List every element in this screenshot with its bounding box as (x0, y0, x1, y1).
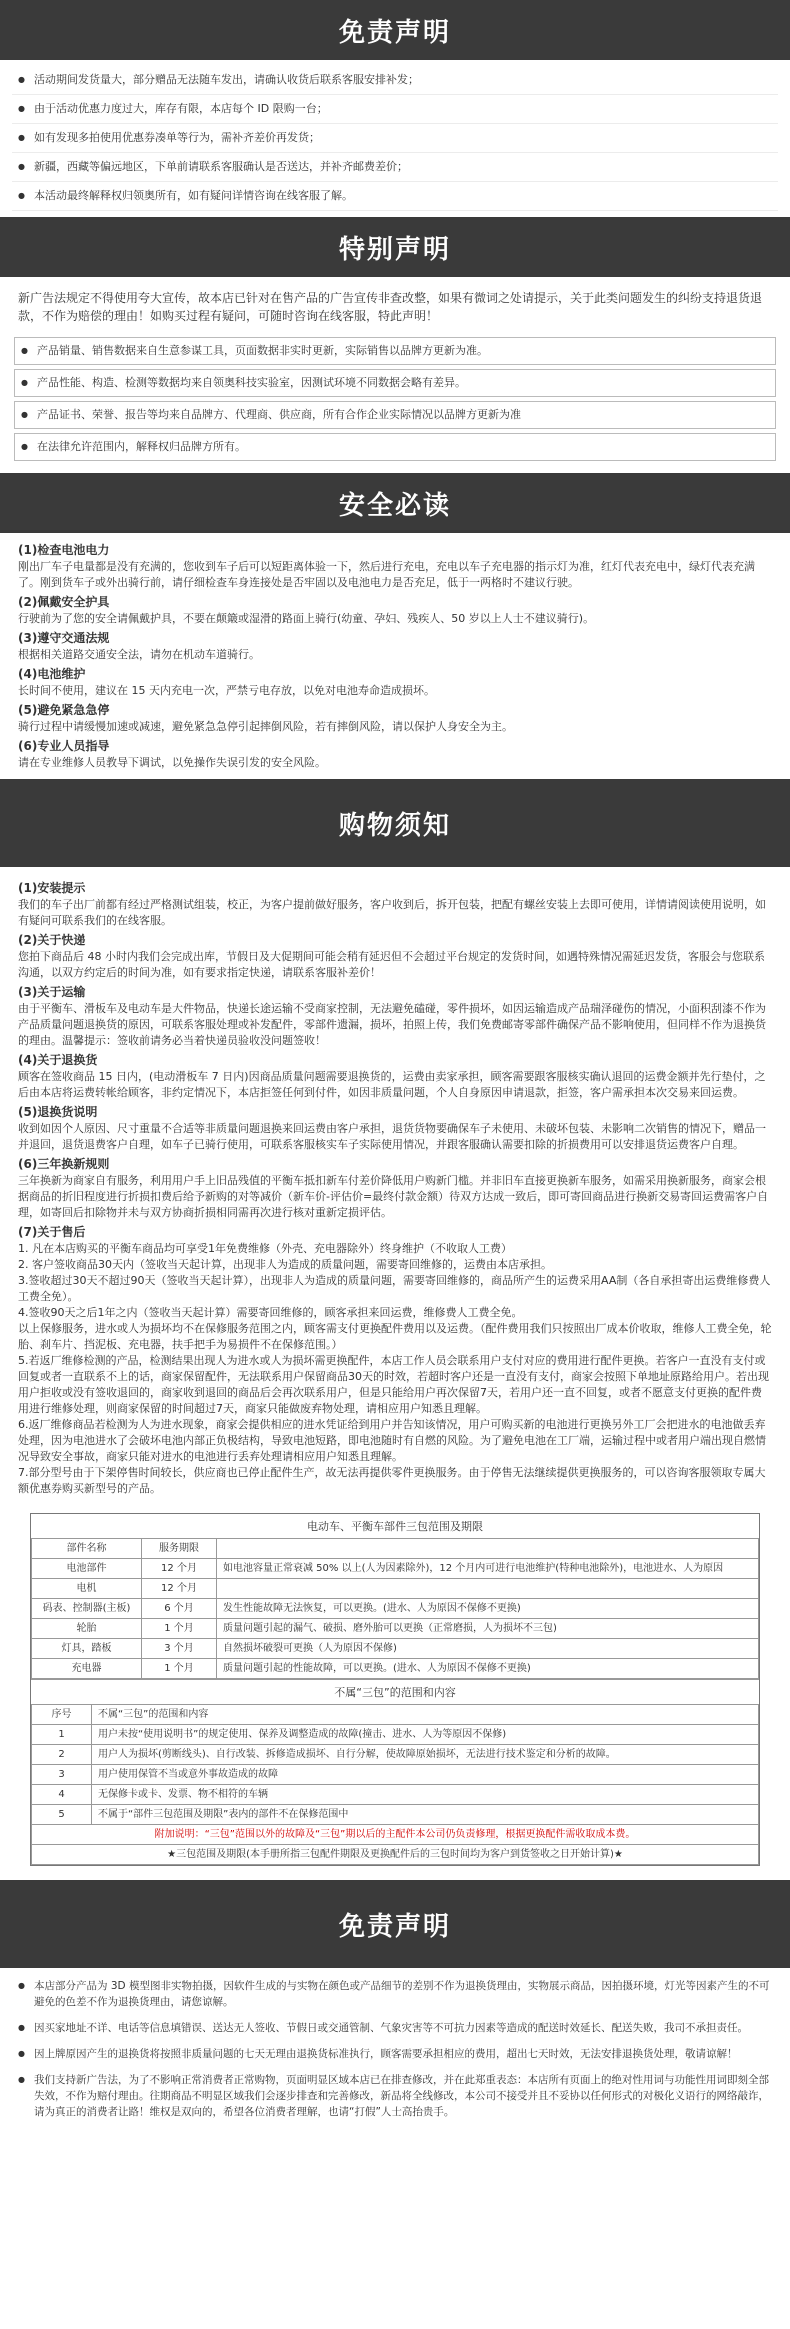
disclaimer-top-banner (0, 0, 790, 60)
red-note: 附加说明：“三包”范围以外的故障及“三包”期以后的主配件本公司仍负责修理，根据更换配件需收取成本费。 (32, 1825, 759, 1845)
safety-item-heading: (6)专业人员指导 (18, 739, 110, 753)
table-row (32, 1805, 759, 1825)
table-cell: 电机 (32, 1579, 142, 1599)
table-header-row (32, 1705, 759, 1725)
disclaimer-bottom-item: ● 本店部分产品为 3D 模型图非实物拍摄，因软件生成的与实物在颜色或产品细节的差别不作为退换货理由，实物展示商品，因拍摄环境，灯光等因素产生的不可避免的色差不作为退换货理由，请您谅解。 (12, 1972, 778, 2014)
table-cell: 如电池容量正常衰减 50% 以上(人为因素除外)，12 个月内可进行电池维护(特种电池除外)，电池进水、人为原因 (217, 1559, 759, 1579)
disclaimer-top-item: ● 新疆，西藏等偏远地区，下单前请联系客服确认是否送达，并补齐邮费差价； (12, 153, 778, 182)
shopping-item-text: 收到如因个人原因、尺寸重量不合适等非质量问题退换来回运费由客户承担，退货货物要确保车子未使用、未破坏包装、未影响二次销售的情况下，赠品一并退回，退货退费客户自理，如车子已骑行使用，可联系客服核实车子实际使用情况，并跟客服确认需要扣除的折损费用可以安排退货运费客户自理。 (18, 1122, 766, 1151)
safety-item-heading: (4)电池维护 (18, 667, 86, 681)
table-header: 序号 (32, 1705, 92, 1725)
warranty-table-caption: 电动车、平衡车部件三包范围及期限 (307, 1520, 483, 1533)
special-item: ● 产品证书、荣誉、报告等均来自品牌方、代理商、供应商，所有合作企业实际情况以品牌方更新为准 (14, 401, 776, 429)
table-cell: 充电器 (32, 1659, 142, 1679)
disclaimer-bottom-item: ● 因买家地址不详、电话等信息填错误、送达无人签收、节假日或交通管制、气象灾害等不可抗力因素等造成的配送时效延长、配送失败，我司不承担责任。 (12, 2014, 778, 2040)
safety-item-heading: (5)避免紧急急停 (18, 703, 110, 717)
table-cell: 3 (32, 1765, 92, 1785)
disclaimer-bottom-banner (0, 1880, 790, 1968)
table-row (32, 1745, 759, 1765)
table-row (32, 1659, 759, 1679)
table-cell: 2 (32, 1745, 92, 1765)
table-cell: 用户人为损坏(剪断线头)、自行改装、拆修造成损坏、自行分解，使故障原始损坏，无法进行技术鉴定和分析的故障。 (92, 1745, 759, 1765)
shopping-item-heading: (2)关于快递 (18, 933, 86, 947)
table-cell: 发生性能故障无法恢复，可以更换。(进水、人为原因不保修不更换) (217, 1599, 759, 1619)
safety-banner (0, 473, 790, 533)
special-banner (0, 217, 790, 277)
table-row (32, 1619, 759, 1639)
safety-item-text: 骑行过程中请缓慢加速或减速，避免紧急急停引起摔倒风险，若有摔倒风险，请以保护人身安全为主。 (18, 720, 513, 733)
exclusion-table (31, 1704, 759, 1865)
table-cell: 轮胎 (32, 1619, 142, 1639)
warranty-table (30, 1513, 760, 1866)
safety-item-text: 行驶前为了您的安全请佩戴护具，不要在颠簸或湿滑的路面上骑行(幼童、孕妇、残疾人、50 岁以上人士不建议骑行)。 (18, 612, 595, 625)
table-cell: 用户未按“使用说明书”的规定使用、保养及调整造成的故障(撞击、进水、人为等原因不保修) (92, 1725, 759, 1745)
safety-title: 安全必读 (338, 490, 451, 521)
special-intro: 新广告法规定不得使用夸大宣传，故本店已针对在售产品的广告宣传非查改整，如果有微词之处请提示，关于此类问题发生的纠纷支持退货退款，不作为赔偿的理由！如购买过程有疑问，可随时咨询在线客服，特此声明！ (18, 291, 763, 323)
safety-item-text: 长时间不使用，建议在 15 天内充电一次，严禁亏电存放，以免对电池寿命造成损坏。 (18, 684, 435, 697)
safety-item-text: 刚出厂车子电量都是没有充满的，您收到车子后可以短距离体验一下，然后进行充电，充电以车子充电器的指示灯为准，红灯代表充电中，绿灯代表充满了。刚到货车子或外出骑行前，请仔细检查车身连接处是否牢固以及电池电力是否充足，低于一两格时不建议行驶。 (18, 560, 755, 589)
shopping-item-text: 您拍下商品后 48 小时内我们会完成出库，节假日及大促期间可能会稍有延迟但不会超过平台规定的发货时间，如遇特殊情况需延迟发货，客服会与您联系沟通，以双方约定后的时间为准，如有要求指定快递，请联系客服补差价！ (18, 950, 765, 979)
disclaimer-top-item: ● 本活动最终解释权归领奥所有，如有疑问详情咨询在线客服了解。 (12, 182, 778, 211)
disclaimer-top-item: ● 如有发现多拍使用优惠券凑单等行为，需补齐差价再发货； (12, 124, 778, 153)
safety-item-text: 请在专业维修人员教导下调试，以免操作失误引发的安全风险。 (18, 756, 326, 769)
shopping-banner (0, 779, 790, 867)
table-cell: 6 个月 (142, 1599, 217, 1619)
table-cell: 用户使用保管不当或意外事故造成的故障 (92, 1765, 759, 1785)
table-cell: 电池部件 (32, 1559, 142, 1579)
table-cell: 灯具，踏板 (32, 1639, 142, 1659)
safety-list (0, 533, 790, 779)
shopping-item-text: 由于平衡车、滑板车及电动车是大件物品，快递长途运输不受商家控制，无法避免磕碰，零件损坏，如因运输造成产品瑞泽碰伤的情况，小面积刮漆不作为产品质量问题退换货的原因，可联系客服处理或补发配件，零部件遗漏，损坏，拍照上传，我们免费邮寄零部件确保产品不影响使用，但同样不作为退换货的理由。温馨提示：签收前请务必当着快递员验收没问题签收！ (18, 1002, 766, 1047)
table-cell: 质量问题引起的漏气、破损、磨外胎可以更换（正常磨损，人为损坏不三包) (217, 1619, 759, 1639)
disclaimer-bottom-title: 免责声明 (338, 1911, 451, 1942)
special-list (0, 337, 790, 473)
bottom-note: ★三包范围及期限(本手册所指三包配件期限及更换配件后的三包时间均为客户到货签收之日开始计算)★ (32, 1845, 759, 1865)
safety-item-heading: (1)检查电池电力 (18, 543, 110, 557)
shopping-list (0, 867, 790, 1505)
table-row (32, 1639, 759, 1659)
disclaimer-bottom-item: ● 因上牌原因产生的退换货将按照非质量问题的七天无理由退换货标准执行，顾客需要承担相应的费用，超出七天时效，无法安排退换货处理，敬请谅解！ (12, 2040, 778, 2066)
disclaimer-bottom-item: ● 我们支持新广告法，为了不影响正常消费者正常购物，页面明显区域本店已在排查修改，并在此郑重表态：本店所有页面上的绝对性用词与功能性用词即刻全部失效，不作为赔付理由。往期商品不明显区域我们会逐步排查和完善修改，新品将全线修改，本公司不接受并且不妥协以任何形式的对极化义语行的网络敲诈，请为真正的消费者让路！维权是双向的，希望各位消费者理解，也请“打假”人士高抬贵手。 (12, 2066, 778, 2124)
table-cell: 1 个月 (142, 1659, 217, 1679)
table-cell (217, 1579, 759, 1599)
disclaimer-top-item: ● 由于活动优惠力度过大，库存有限，本店每个 ID 限购一台； (12, 95, 778, 124)
shopping-title: 购物须知 (338, 810, 451, 841)
disclaimer-top-list (0, 60, 790, 217)
shopping-item-heading: (1)安装提示 (18, 881, 86, 895)
shopping-item-heading: (4)关于退换货 (18, 1053, 98, 1067)
table-row (32, 1845, 759, 1865)
table-cell: 1 (32, 1725, 92, 1745)
table-cell: 12 个月 (142, 1559, 217, 1579)
table-cell: 4 (32, 1785, 92, 1805)
table-header: 服务期限 (142, 1539, 217, 1559)
safety-item-heading: (2)佩戴安全护具 (18, 595, 110, 609)
table-row (32, 1765, 759, 1785)
disclaimer-bottom-list (0, 1968, 790, 2128)
table-cell: 无保修卡或卡、发票、物不相符的车辆 (92, 1785, 759, 1805)
warranty-parts-table (31, 1538, 759, 1679)
table-row (32, 1599, 759, 1619)
exclusion-caption: 不属“三包”的范围和内容 (31, 1679, 759, 1704)
table-cell: 1 个月 (142, 1619, 217, 1639)
safety-item-text: 根据相关道路交通安全法，请勿在机动车道骑行。 (18, 648, 260, 661)
table-header: 不属“三包”的范围和内容 (92, 1705, 759, 1725)
table-row (32, 1785, 759, 1805)
special-item: ● 在法律允许范围内，解释权归品牌方所有。 (14, 433, 776, 461)
shopping-item-text: 1. 凡在本店购买的平衡车商品均可享受1年免费维修（外壳、充电器除外）终身维护（不收取人工费） 2. 客户签收商品30天内（签收当天起计算，出现非人为造成的质量问题，需要寄回维修的，运费由本店承担。 3.签收超过30天不超过90天（签收当天起计算），出现非人为造成的质量问题，需要寄回维修的，商品所产生的运费采用AA制（各自承担寄出运费维修费人工费全免）。 4.签收90天之后1年之内（签收当天起计算）需要寄回维修的，顾客承担来回运费，维修费人工费全免。 以上保修服务，进水或人为损坏均不在保修服务范围之内，顾客需支付更换配件费用以及运费。（配件费用我们只按照出厂成本价收取，维修人工费全免，轮胎、刹车片、挡泥板、充电器，扶手把手为易损件不在保修范围。） 5.若返厂维修检测的产品，检测结果出现人为进水或人为损坏需更换配件，本店工作人员会联系用户支付对应的费用进行配件更换。若客户一直没有支付或回复或者一直联系不上的话，商家保留配件，无法联系用户保留商品30天的时效，若超时客户还是一直没有支付，商家会按照下单地址原路给用户。若出现用户拒收或没有签收退回的，商家收到退回的商品后会再次联系用户，但是只能给用户再次保留7天，若用户还一直不回复，或者不愿意支付更换的配件费用进行维修处理，则商家保留的时间超过7天，商家只能做废弃物处理，请相应用户知悉且理解。 6.返厂维修商品若检测为人为进水现象，商家会提供相应的进水凭证给到用户并告知该情况，用户可购买新的电池进行更换另外工厂会把进水的电池做丢弃处理，因为电池进水了会破坏电池内部正负极结构，导致电池短路，即电池随时有自燃的风险。为了避免电池在工厂端，运输过程中或者用户端出现自燃情况导致安全事故，商家只能对进水的电池进行丢弃处理请相应用户知悉且理解。 7.部分型号由于下架停售时间较长，供应商也已停止配件生产，故无法再提供零件更换服务。由于停售无法继续提供更换服务的，可以咨询客服领取专属大额优惠券购买新型号的产品。 (18, 1242, 772, 1495)
table-header-row (32, 1539, 759, 1559)
table-cell: 自然损坏破裂可更换（人为原因不保修) (217, 1639, 759, 1659)
table-cell: 不属于“部件三包范围及期限”表内的部件不在保修范围中 (92, 1805, 759, 1825)
shopping-item-heading: (6)三年换新规则 (18, 1157, 110, 1171)
shopping-item-heading: (7)关于售后 (18, 1225, 86, 1239)
table-cell: 3 个月 (142, 1639, 217, 1659)
special-item: ● 产品销量、销售数据来自生意参谋工具，页面数据非实时更新，实际销售以品牌方更新为准。 (14, 337, 776, 365)
table-cell: 质量问题引起的性能故障，可以更换。(进水、人为原因不保修不更换) (217, 1659, 759, 1679)
special-item: ● 产品性能、构造、检测等数据均来自领奥科技实验室，因测试环境不同数据会略有差异。 (14, 369, 776, 397)
table-header (217, 1539, 759, 1559)
shopping-item-text: 三年换新为商家自有服务，利用用户手上旧品残值的平衡车抵扣新车付差价降低用户购新门槛。并非旧车直接更换新车服务，如需采用换新服务，商家会根据商品的折旧程度进行折损扣费后给予新购的对等减价（新车价-评估价=最终付款金额）待双方达成一致后，即可寄回商品进行换新交易寄回运费需客户自理，如寄回后扣除物并未与双方协商折损相同需再次进行核对重新定损评估。 (18, 1174, 769, 1219)
special-title: 特别声明 (338, 234, 451, 265)
table-row (32, 1559, 759, 1579)
table-row (32, 1579, 759, 1599)
safety-item-heading: (3)遵守交通法规 (18, 631, 110, 645)
table-cell: 12 个月 (142, 1579, 217, 1599)
table-header: 部件名称 (32, 1539, 142, 1559)
shopping-item-heading: (5)退换货说明 (18, 1105, 98, 1119)
shopping-item-text: 我们的车子出厂前都有经过严格测试组装，校正，为客户提前做好服务，客户收到后，拆开包装，把配有螺丝安装上去即可使用，详情请阅读使用说明，如有疑问可联系我们的在线客服。 (18, 898, 766, 927)
disclaimer-top-item: ● 活动期间发货量大，部分赠品无法随车发出，请确认收货后联系客服安排补发； (12, 66, 778, 95)
table-cell: 5 (32, 1805, 92, 1825)
disclaimer-top-title: 免责声明 (338, 17, 451, 48)
table-cell: 码表、控制器(主板) (32, 1599, 142, 1619)
table-row (32, 1725, 759, 1745)
shopping-item-heading: (3)关于运输 (18, 985, 86, 999)
shopping-item-text: 顾客在签收商品 15 日内，(电动滑板车 7 日内)因商品质量问题需要退换货的，运费由卖家承担，顾客需要跟客服核实确认退回的运费金额并先行垫付，之后由本店将运费转帐给顾客，非约定情况下，本店拒签任何到付件，如因非质量问题，个人自身原因申请退款，拒签，客户需承担本次交易来回运费。 (18, 1070, 766, 1099)
table-row (32, 1825, 759, 1845)
